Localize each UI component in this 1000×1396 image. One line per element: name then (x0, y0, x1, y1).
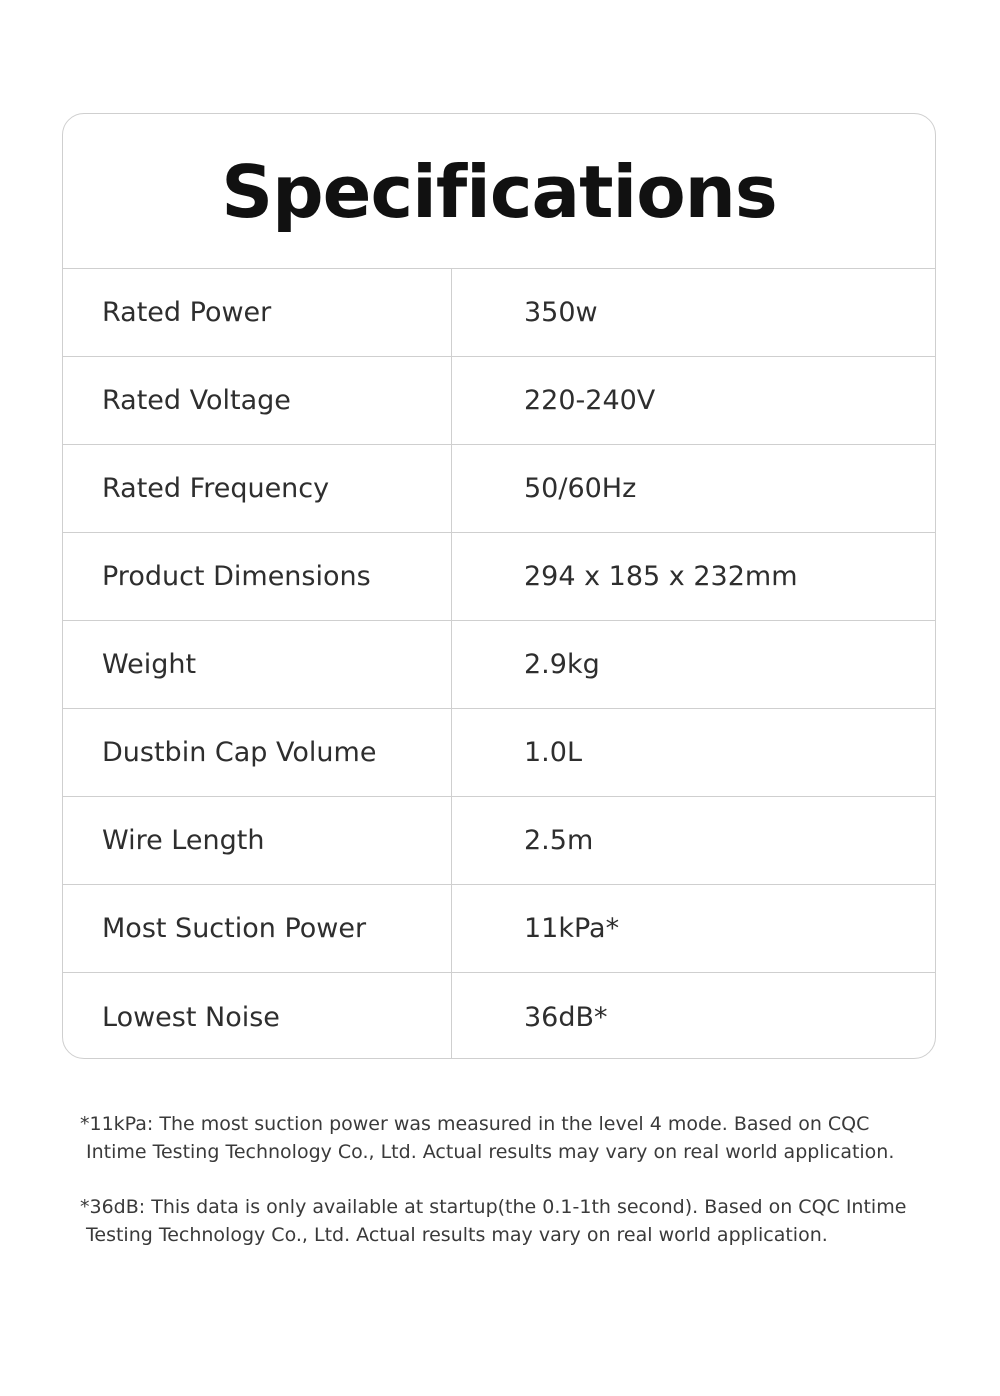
spec-label: Dustbin Cap Volume (63, 709, 452, 796)
spec-label: Product Dimensions (63, 533, 452, 620)
spec-row-product-dimensions (63, 533, 935, 621)
page-title: Specifications (221, 150, 777, 234)
spec-row-wire-length (63, 797, 935, 885)
spec-value: 2.5m (524, 825, 594, 856)
spec-header (63, 114, 935, 269)
spec-value: 50/60Hz (524, 473, 637, 504)
spec-row-rated-frequency (63, 445, 935, 533)
spec-label: Wire Length (63, 797, 452, 884)
footnote-line: Intime Testing Technology Co., Ltd. Actual results may vary on real world application. (86, 1141, 895, 1163)
spec-row-rated-voltage (63, 357, 935, 445)
footnote-noise (80, 1193, 920, 1249)
footnote-suction (80, 1110, 920, 1166)
spec-row-most-suction-power (63, 885, 935, 973)
spec-value: 1.0L (524, 737, 582, 768)
spec-value: 2.9kg (524, 649, 600, 680)
spec-value: 36dB* (524, 1001, 608, 1033)
spec-label: Rated Power (63, 269, 452, 356)
footnote-line: *11kPa: The most suction power was measured in the level 4 mode. Based on CQC (80, 1113, 870, 1135)
spec-row-weight (63, 621, 935, 709)
spec-row-rated-power (63, 269, 935, 357)
spec-value: 294 x 185 x 232mm (524, 561, 798, 592)
spec-value: 220-240V (524, 385, 656, 416)
spec-label: Rated Frequency (63, 445, 452, 532)
spec-label: Lowest Noise (63, 973, 452, 1059)
footnote-line: Testing Technology Co., Ltd. Actual results may vary on real world application. (86, 1224, 828, 1246)
spec-table (62, 113, 936, 1059)
footnote-line: *36dB: This data is only available at startup(the 0.1-1th second). Based on CQC Intime (80, 1196, 907, 1218)
footnotes (80, 1110, 920, 1276)
spec-value: 11kPa* (524, 913, 620, 944)
spec-value: 350w (524, 297, 598, 328)
spec-label: Most Suction Power (63, 885, 452, 972)
spec-label: Weight (63, 621, 452, 708)
spec-row-lowest-noise (63, 973, 935, 1059)
spec-row-dustbin-cap-volume (63, 709, 935, 797)
spec-label: Rated Voltage (63, 357, 452, 444)
